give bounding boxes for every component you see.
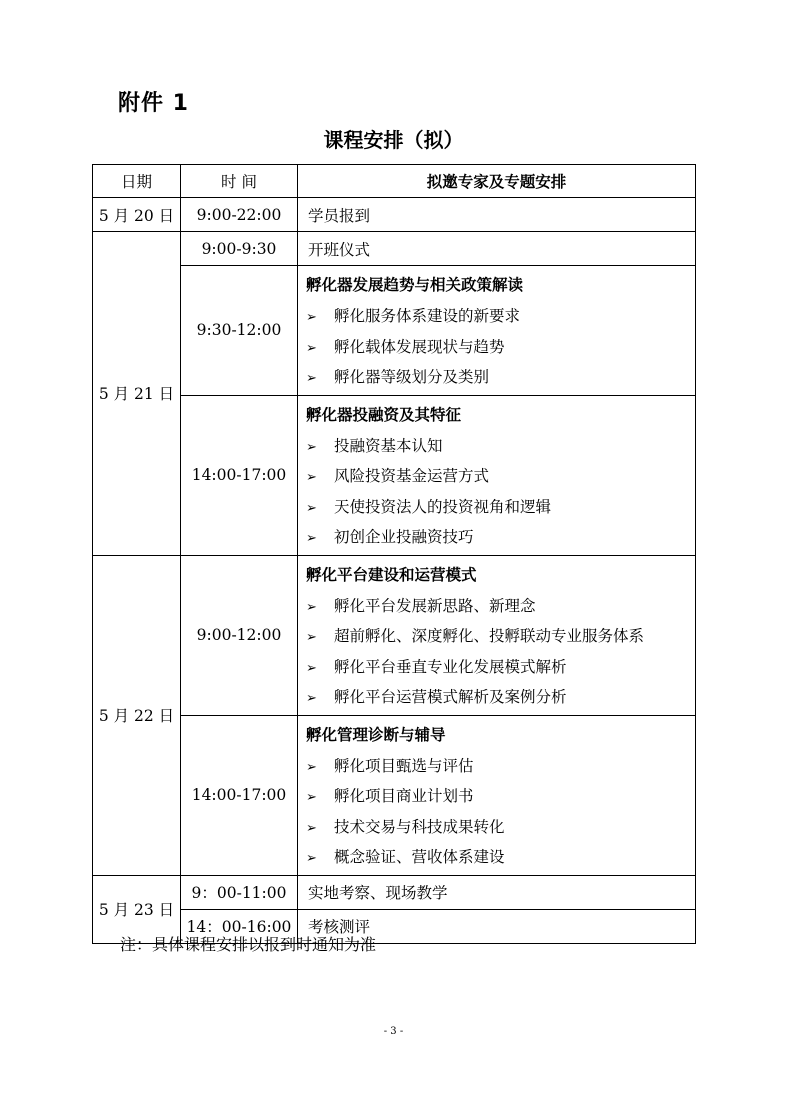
topic-cell bbox=[298, 395, 696, 555]
header-topic: 拟邀专家及专题安排 bbox=[298, 165, 696, 198]
list-item-text: 超前孵化、深度孵化、投孵联动专业服务体系 bbox=[334, 627, 645, 645]
list-item bbox=[306, 591, 695, 622]
page-number: - 3 - bbox=[383, 1026, 404, 1037]
date-cell: 5 月 23 日 bbox=[93, 875, 181, 943]
time-cell: 9：00-11:00 bbox=[181, 875, 298, 909]
arrow-bullet-icon: ➢ bbox=[306, 439, 317, 455]
arrow-bullet-icon: ➢ bbox=[306, 599, 317, 615]
date-cell: 5 月 21 日 bbox=[93, 232, 181, 556]
time-cell: 9:30-12:00 bbox=[181, 266, 298, 396]
table-row bbox=[93, 198, 696, 232]
list-item-text: 投融资基本认知 bbox=[334, 436, 443, 455]
list-item-text: 孵化器等级划分及类别 bbox=[334, 368, 490, 386]
document-title: 课程安排（拟） bbox=[323, 128, 464, 152]
time-cell: 14:00-17:00 bbox=[181, 715, 298, 875]
list-item bbox=[306, 781, 695, 812]
list-item bbox=[306, 812, 695, 843]
time-cell: 9:00-12:00 bbox=[181, 555, 298, 715]
list-item-text: 孵化平台运营模式解析及案例分析 bbox=[334, 688, 567, 706]
topic-cell: 学员报到 bbox=[298, 198, 696, 232]
list-item-text: 孵化项目甄选与评估 bbox=[334, 756, 474, 775]
arrow-bullet-icon: ➢ bbox=[306, 500, 317, 516]
list-item-text: 天使投资法人的投资视角和逻辑 bbox=[334, 497, 552, 516]
list-item bbox=[306, 842, 695, 873]
topic-cell: 考核测评 bbox=[298, 909, 696, 943]
arrow-bullet-icon: ➢ bbox=[306, 759, 317, 775]
arrow-bullet-icon: ➢ bbox=[306, 851, 317, 866]
list-item-text: 孵化载体发展现状与趋势 bbox=[334, 337, 505, 356]
session-heading: 孵化管理诊断与辅导 bbox=[306, 725, 446, 744]
arrow-bullet-icon: ➢ bbox=[306, 790, 317, 805]
session-heading: 孵化器发展趋势与相关政策解读 bbox=[306, 276, 524, 294]
arrow-bullet-icon: ➢ bbox=[306, 531, 317, 546]
list-item bbox=[306, 461, 695, 492]
date-cell: 5 月 22 日 bbox=[93, 555, 181, 875]
topic-cell: 开班仪式 bbox=[298, 232, 696, 266]
time-cell: 14:00-17:00 bbox=[181, 395, 298, 555]
table-row bbox=[93, 715, 696, 875]
arrow-bullet-icon: ➢ bbox=[306, 310, 317, 325]
table-row bbox=[93, 875, 696, 909]
arrow-bullet-icon: ➢ bbox=[306, 820, 317, 836]
time-cell: 14：00-16:00 bbox=[181, 909, 298, 943]
topic-cell bbox=[298, 266, 696, 396]
list-item bbox=[306, 682, 695, 713]
arrow-bullet-icon: ➢ bbox=[306, 340, 317, 356]
topic-cell: 实地考察、现场教学 bbox=[298, 875, 696, 909]
table-row bbox=[93, 555, 696, 715]
session-heading: 孵化平台建设和运营模式 bbox=[306, 565, 477, 584]
list-item bbox=[306, 362, 695, 393]
arrow-bullet-icon: ➢ bbox=[306, 470, 317, 485]
session-heading: 孵化器投融资及其特征 bbox=[306, 405, 462, 424]
list-item bbox=[306, 652, 695, 683]
list-item bbox=[306, 621, 695, 652]
schedule-table bbox=[92, 164, 696, 944]
header-row bbox=[93, 165, 696, 198]
header-time: 时 间 bbox=[181, 165, 298, 198]
list-item bbox=[306, 301, 695, 332]
arrow-bullet-icon: ➢ bbox=[306, 371, 317, 386]
topic-cell bbox=[298, 555, 696, 715]
footnote: 注：具体课程安排以报到时通知为准 bbox=[120, 935, 377, 954]
list-item-text: 孵化平台垂直专业化发展模式解析 bbox=[334, 657, 567, 676]
list-item-text: 概念验证、营收体系建设 bbox=[334, 848, 505, 866]
arrow-bullet-icon: ➢ bbox=[306, 660, 317, 676]
date-cell: 5 月 20 日 bbox=[93, 198, 181, 232]
header-date: 日期 bbox=[93, 165, 181, 198]
table-row bbox=[93, 232, 696, 266]
attachment-label: 附件 1 bbox=[118, 91, 189, 116]
list-item-text: 孵化平台发展新思路、新理念 bbox=[334, 596, 536, 615]
list-item-text: 孵化项目商业计划书 bbox=[334, 787, 474, 805]
list-item bbox=[306, 492, 695, 523]
list-item bbox=[306, 431, 695, 462]
table-row bbox=[93, 266, 696, 396]
list-item-text: 技术交易与科技成果转化 bbox=[334, 817, 505, 836]
list-item bbox=[306, 751, 695, 782]
list-item-text: 孵化服务体系建设的新要求 bbox=[334, 307, 521, 325]
topic-cell bbox=[298, 715, 696, 875]
arrow-bullet-icon: ➢ bbox=[306, 691, 317, 706]
list-item bbox=[306, 332, 695, 363]
time-cell: 9:00-9:30 bbox=[181, 232, 298, 266]
time-cell: 9:00-22:00 bbox=[181, 198, 298, 232]
list-item-text: 风险投资基金运营方式 bbox=[334, 467, 490, 485]
list-item bbox=[306, 522, 695, 553]
arrow-bullet-icon: ➢ bbox=[306, 630, 317, 645]
table-row bbox=[93, 395, 696, 555]
list-item-text: 初创企业投融资技巧 bbox=[334, 528, 474, 546]
